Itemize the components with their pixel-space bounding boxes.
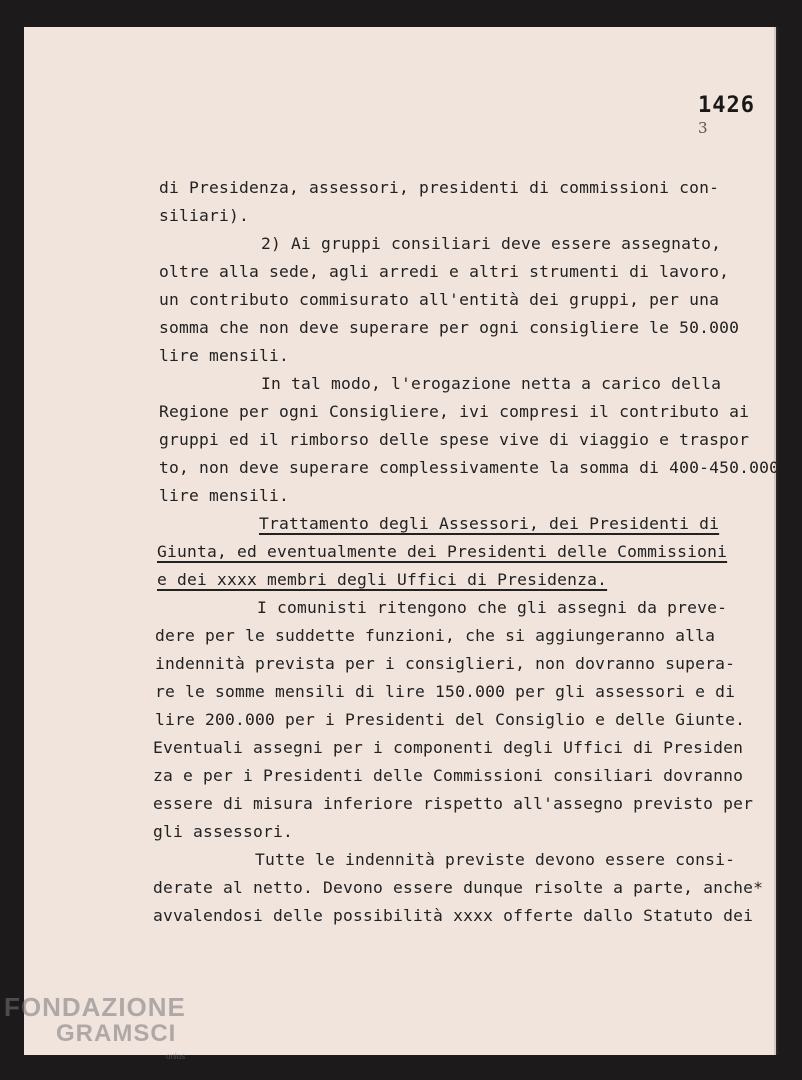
page-number: 1426	[698, 93, 755, 118]
text-line: un contributo commisurato all'entità dei gruppi, per una	[159, 290, 720, 309]
text-line: 2) Ai gruppi consiliari deve essere assegnato,	[261, 234, 722, 253]
text-line: I comunisti ritengono che gli assegni da preve-	[257, 598, 728, 617]
logo-line-1: FONDAZIONE	[4, 992, 186, 1022]
text-line: derate al netto. Devono essere dunque risolte a parte, anche*	[153, 878, 764, 897]
text-line: lire 200.000 per i Presidenti del Consiglio e delle Giunte.	[155, 710, 746, 729]
text-line: lire mensili.	[159, 486, 290, 505]
logo-line-3: onlus	[166, 1052, 186, 1061]
handwritten-page-mark: 3	[698, 119, 708, 137]
section-heading-line: Giunta, ed eventualmente dei Presidenti delle Commissioni	[157, 542, 728, 561]
text-line: to, non deve superare complessivamente la somma di 400-450.000	[159, 458, 780, 477]
text-line: In tal modo, l'erogazione netta a carico della	[261, 374, 722, 393]
text-line: za e per i Presidenti delle Commissioni consiliari dovranno	[153, 766, 744, 785]
fondazione-gramsci-logo	[4, 992, 186, 1061]
text-line: avvalendosi delle possibilità xxxx offerte dallo Statuto dei	[153, 906, 754, 925]
text-line: dere per le suddette funzioni, che si aggiungeranno alla	[155, 626, 716, 645]
text-line: indennità prevista per i consiglieri, non dovranno supera-	[155, 654, 736, 673]
logo-line-2: GRAMSCI	[56, 1020, 177, 1047]
text-line: somma che non deve superare per ogni consigliere le 50.000	[159, 318, 740, 337]
text-line: Eventuali assegni per i componenti degli Uffici di Presiden	[153, 738, 744, 757]
text-line: gli assessori.	[153, 822, 294, 841]
document-page	[24, 27, 780, 1055]
text-line: essere di misura inferiore rispetto all'assegno previsto per	[153, 794, 754, 813]
text-line: Regione per ogni Consigliere, ivi compresi il contributo ai	[159, 402, 750, 421]
text-line: siliari).	[159, 206, 250, 225]
text-line: re le somme mensili di lire 150.000 per gli assessori e di	[155, 682, 736, 701]
text-line: di Presidenza, assessori, presidenti di commissioni con-	[159, 178, 720, 197]
section-heading-line: Trattamento degli Assessori, dei Presidenti di	[259, 514, 720, 533]
text-line: lire mensili.	[159, 346, 290, 365]
section-heading-line: e dei xxxx membri degli Uffici di Presidenza.	[157, 570, 608, 589]
text-line: Tutte le indennità previste devono essere consi-	[255, 850, 736, 869]
text-line: gruppi ed il rimborso delle spese vive di viaggio e traspor	[159, 430, 750, 449]
text-line: oltre alla sede, agli arredi e altri strumenti di lavoro,	[159, 262, 730, 281]
